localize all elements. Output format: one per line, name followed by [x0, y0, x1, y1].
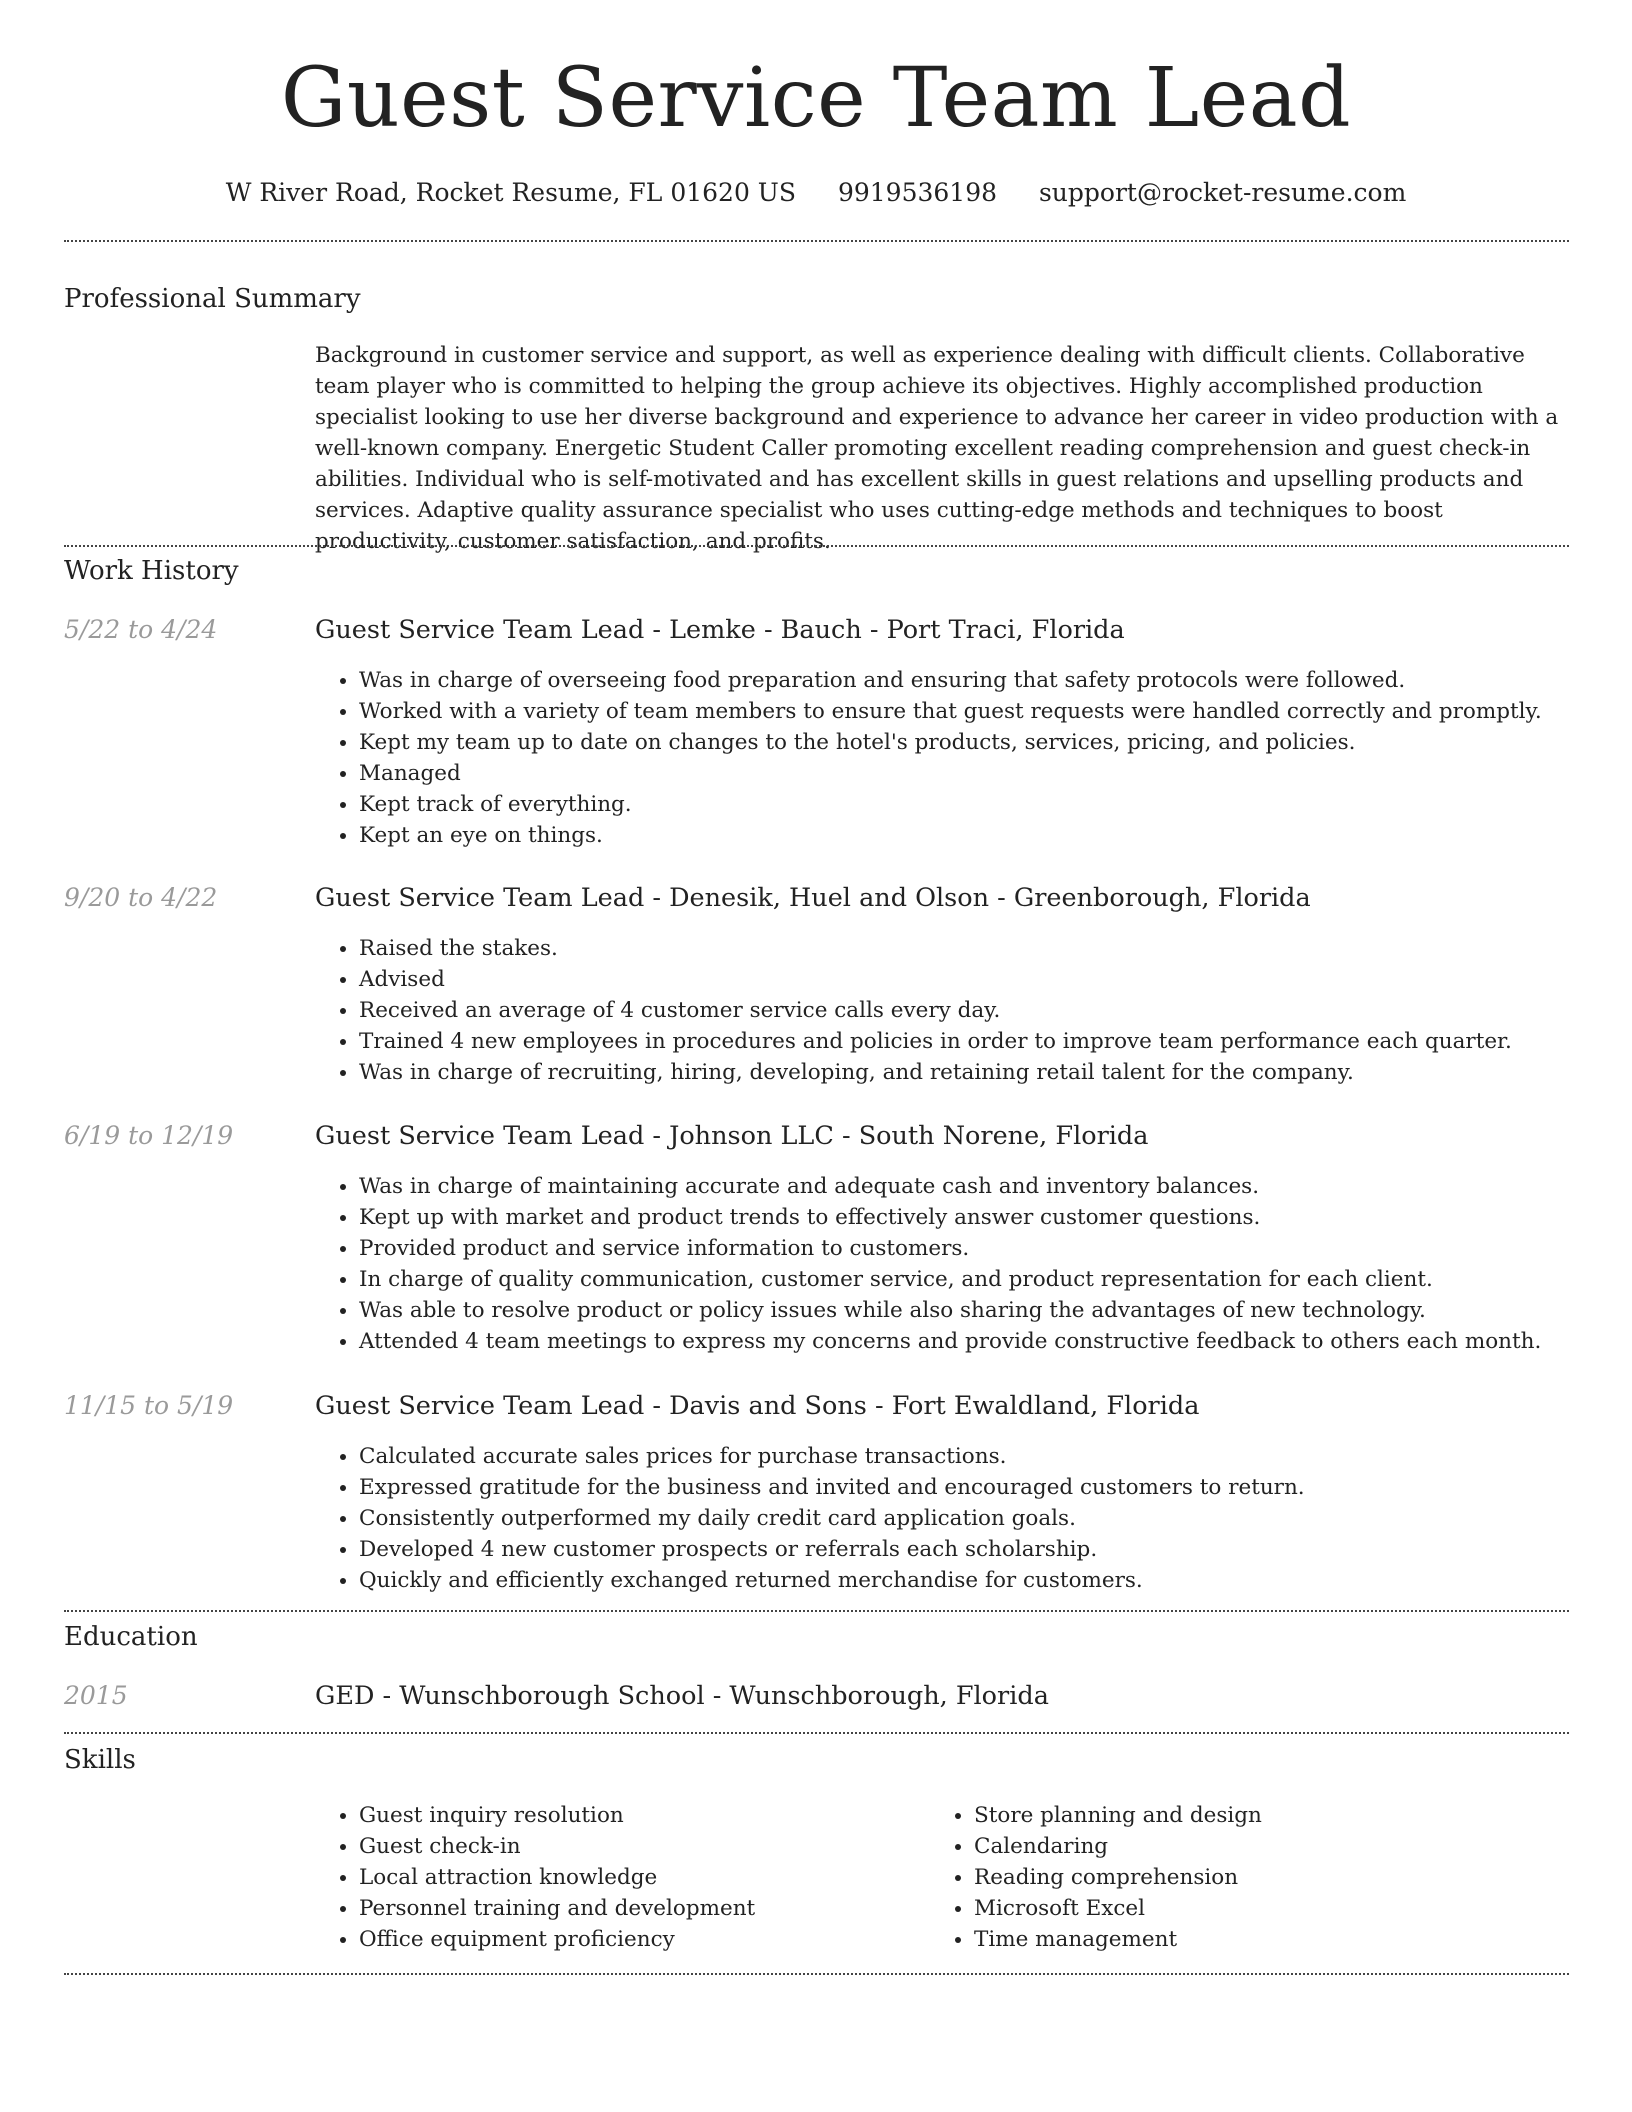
section-title-education: Education [64, 1622, 198, 1652]
resume-name: Guest Service Team Lead [280, 51, 1352, 146]
job-dates: 9/20 to 4/22 [64, 883, 218, 912]
list-item: • Advised [359, 964, 1512, 995]
skill-item: • Microsoft Excel [974, 1893, 1262, 1924]
list-item: • Was in charge of recruiting, hiring, developing, and retaining retail talent for the company. [359, 1057, 1512, 1088]
skills-list-right [930, 1800, 1262, 1955]
education-heading: GED - Wunschborough School - Wunschborough, Florida [315, 1681, 1049, 1711]
job-dates: 11/15 to 5/19 [64, 1391, 234, 1420]
list-item: • Kept up with market and product trends to effectively answer customer questions. [359, 1202, 1541, 1233]
job-dates: 5/22 to 4/24 [64, 615, 218, 644]
list-item: • Provided product and service information to customers. [359, 1233, 1541, 1264]
list-item: • Quickly and efficiently exchanged returned merchandise for customers. [359, 1565, 1305, 1596]
job-bullets [315, 665, 1542, 851]
skill-item: • Office equipment proficiency [359, 1924, 755, 1955]
skill-item: • Calendaring [974, 1831, 1262, 1862]
skill-item: • Store planning and design [974, 1800, 1262, 1831]
skill-item: • Time management [974, 1924, 1262, 1955]
job-dates: 6/19 to 12/19 [64, 1121, 234, 1150]
contact-phone: 9919536198 [837, 178, 998, 207]
education-year: 2015 [64, 1681, 128, 1710]
list-item: • Developed 4 new customer prospects or referrals each scholarship. [359, 1534, 1305, 1565]
list-item: • Was in charge of overseeing food preparation and ensuring that safety protocols were followed. [359, 665, 1542, 696]
divider [64, 1732, 1569, 1734]
divider [64, 545, 1569, 547]
list-item: • Consistently outperformed my daily credit card application goals. [359, 1503, 1305, 1534]
skill-item: • Guest inquiry resolution [359, 1800, 755, 1831]
list-item: • Worked with a variety of team members to ensure that guest requests were handled correctly and promptly. [359, 696, 1542, 727]
divider [64, 240, 1569, 242]
section-title-skills: Skills [64, 1745, 136, 1775]
job-heading: Guest Service Team Lead - Davis and Sons - Fort Ewaldland, Florida [315, 1391, 1200, 1421]
list-item: • Received an average of 4 customer service calls every day. [359, 995, 1512, 1026]
job-heading: Guest Service Team Lead - Johnson LLC - South Norene, Florida [315, 1121, 1149, 1151]
list-item: • Expressed gratitude for the business and invited and encouraged customers to return. [359, 1472, 1305, 1503]
list-item: • Attended 4 team meetings to express my concerns and provide constructive feedback to others each month. [359, 1326, 1541, 1357]
divider [64, 1973, 1569, 1975]
list-item: • Raised the stakes. [359, 933, 1512, 964]
skills-list-left [315, 1800, 755, 1955]
job-heading: Guest Service Team Lead - Denesik, Huel and Olson - Greenborough, Florida [315, 883, 1311, 913]
list-item: • Was able to resolve product or policy issues while also sharing the advantages of new technology. [359, 1295, 1541, 1326]
skill-item: • Personnel training and development [359, 1893, 755, 1924]
contact-address: W River Road, Rocket Resume, FL 01620 US [225, 178, 796, 207]
list-item: • Trained 4 new employees in procedures and policies in order to improve team performance each quarter. [359, 1026, 1512, 1057]
job-bullets [315, 933, 1512, 1088]
list-item: • Kept my team up to date on changes to the hotel's products, services, pricing, and policies. [359, 727, 1542, 758]
list-item: • Kept track of everything. [359, 789, 1542, 820]
section-title-work: Work History [64, 556, 239, 586]
list-item: • Calculated accurate sales prices for purchase transactions. [359, 1441, 1305, 1472]
skill-item: • Reading comprehension [974, 1862, 1262, 1893]
skill-item: • Local attraction knowledge [359, 1862, 755, 1893]
list-item: • Was in charge of maintaining accurate and adequate cash and inventory balances. [359, 1171, 1541, 1202]
list-item: • Kept an eye on things. [359, 820, 1542, 851]
list-item: • In charge of quality communication, customer service, and product representation for each client. [359, 1264, 1541, 1295]
summary-text: Background in customer service and support, as well as experience dealing with difficult clients. Collaborative team player who is committed to helping the group achieve its objectives. Highly accomplished production specialist looking to use her diverse background and experience to advance her career in video production with a well-known company. Energetic Student Caller promoting excellent reading comprehension and guest check-in abilities. Individual who is self-motivated and has excellent skills in guest relations and upselling products and services. Adaptive quality assurance specialist who uses cutting-edge methods and techniques to boost productivity, customer satisfaction, and profits. [315, 343, 1559, 554]
job-bullets [315, 1171, 1541, 1357]
skill-item: • Guest check-in [359, 1831, 755, 1862]
section-title-summary: Professional Summary [64, 284, 361, 314]
contact-email: support@rocket-resume.com [1038, 178, 1407, 207]
job-bullets [315, 1441, 1305, 1596]
job-heading: Guest Service Team Lead - Lemke - Bauch - Port Traci, Florida [315, 615, 1125, 645]
list-item: • Managed [359, 758, 1542, 789]
contact-line [0, 178, 1632, 207]
divider [64, 1610, 1569, 1612]
